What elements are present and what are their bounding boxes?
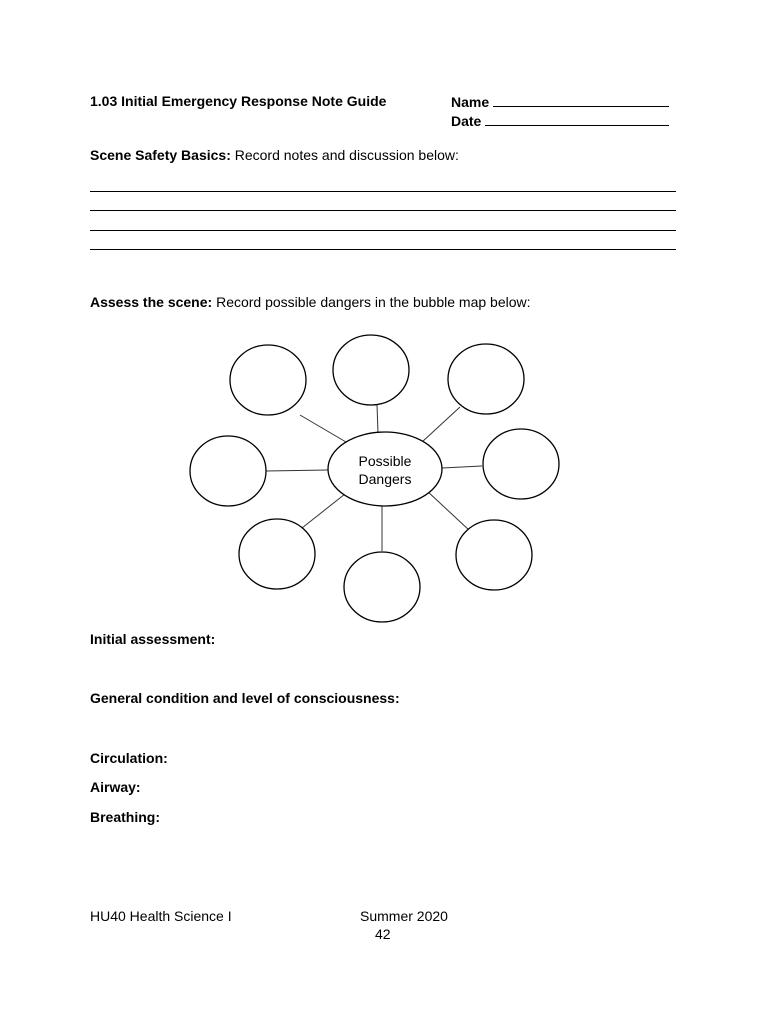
footer-course: HU40 Health Science I [90, 908, 232, 924]
assess-scene-instruction: Record possible dangers in the bubble map below: [216, 294, 531, 310]
scene-safety-prompt [90, 147, 459, 163]
general-condition-label: General condition and level of consciousness: [90, 690, 400, 706]
connector-line [426, 490, 470, 531]
airway-label: Airway: [90, 779, 141, 795]
center-bubble [328, 432, 442, 506]
danger-bubble[interactable] [448, 344, 524, 414]
scene-safety-instruction: Record notes and discussion below: [234, 147, 459, 163]
connector-line [302, 494, 345, 528]
bubble-map [180, 328, 570, 628]
footer-term: Summer 2020 [360, 908, 448, 924]
danger-bubble[interactable] [456, 520, 532, 590]
notes-line[interactable] [90, 191, 676, 192]
connector-line [377, 405, 378, 433]
page-number: 42 [375, 926, 391, 942]
initial-assessment-label: Initial assessment: [90, 631, 216, 647]
scene-safety-heading: Scene Safety Basics: [90, 147, 231, 163]
notes-line[interactable] [90, 210, 676, 211]
date-field[interactable] [451, 112, 669, 129]
connector-line [442, 466, 482, 468]
name-field[interactable] [451, 93, 669, 110]
center-label-line1: Possible [358, 453, 412, 469]
danger-bubble[interactable] [344, 552, 420, 622]
notes-line[interactable] [90, 249, 676, 250]
date-label: Date [451, 113, 482, 129]
center-label-line2: Dangers [358, 471, 412, 487]
connector-line [300, 415, 346, 442]
circulation-label: Circulation: [90, 750, 168, 766]
danger-bubble[interactable] [190, 436, 266, 506]
notes-line[interactable] [90, 230, 676, 231]
page-title: 1.03 Initial Emergency Response Note Guide [90, 93, 387, 109]
name-blank-line[interactable] [493, 93, 669, 107]
danger-bubble[interactable] [239, 519, 315, 589]
breathing-label: Breathing: [90, 809, 160, 825]
assess-scene-prompt [90, 294, 531, 310]
danger-bubble[interactable] [333, 335, 409, 405]
date-blank-line[interactable] [485, 112, 669, 126]
connector-line [266, 470, 328, 471]
assess-scene-heading: Assess the scene: [90, 294, 213, 310]
danger-bubble[interactable] [230, 345, 306, 415]
connector-line [422, 407, 460, 442]
danger-bubble[interactable] [483, 429, 559, 499]
name-label: Name [451, 94, 490, 110]
